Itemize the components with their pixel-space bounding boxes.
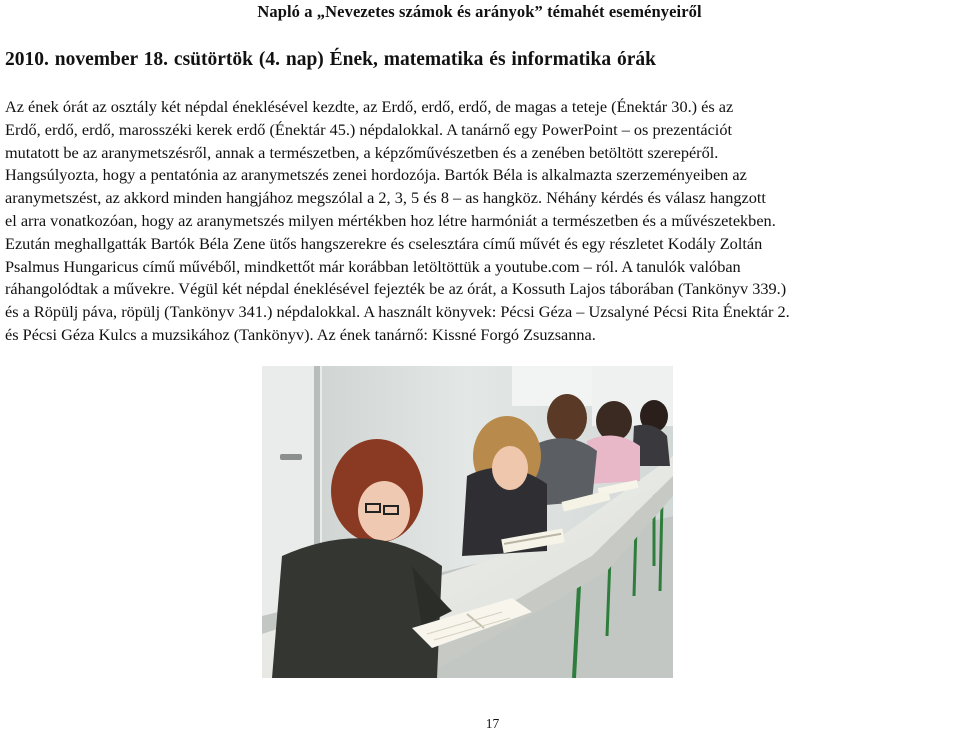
- paragraph-line: ráhangolódtak a művekre. Végül két népdal éneklésével fejezték be az órát, a Kossuth Lajos táborában (Tankönyv 339.): [5, 279, 787, 299]
- paragraph-line: mutatott be az aranymetszésről, annak a természetben, a képzőművészetben és a zenében betöltött szerepéről.: [5, 142, 719, 162]
- date-heading: 2010. november 18. csütörtök (4. nap) Ének, matematika és informatika órák: [5, 49, 656, 70]
- paragraph-line: Erdő, erdő, erdő, marosszéki kerek erdő (Énektár 45.) népdalokkal. A tanárnő egy PowerPoint – os prezentációt: [5, 119, 732, 139]
- paragraph-line: Hangsúlyozta, hogy a pentatónia az aranymetszés zenei hordozója. Bartók Béla is alkalmazta szerzeményeiben az: [5, 165, 747, 185]
- paragraph-line: és Pécsi Géza Kulcs a muzsikához (Tankönyv). Az ének tanárnő: Kissné Forgó Zsuzsanna.: [5, 324, 596, 344]
- page-number: 17: [485, 716, 500, 731]
- body-paragraph: [5, 96, 959, 347]
- paragraph-line: Ezután meghallgatták Bartók Béla Zene ütős hangszerekre és cselesztára című művét és egy részletet Kodály Zoltán: [5, 233, 763, 253]
- classroom-photo: [262, 366, 673, 678]
- paragraph-line: Psalmus Hungaricus című művéből, mindkettőt már korábban letöltöttük a youtube.com – ról. A tanulók valóban: [5, 256, 741, 276]
- paragraph-line: el arra vonatkozóan, hogy az aranymetszés milyen mértékben hoz létre harmóniát a természetben és a művészetekben.: [5, 210, 776, 230]
- paragraph-line: és a Röpülj páva, röpülj (Tankönyv 341.) népdalokkal. A használt könyvek: Pécsi Géza – Uzsalyné Pécsi Rita Énektár 2.: [5, 302, 790, 322]
- paragraph-line: Az ének órát az osztály két népdal éneklésével kezdte, az Erdő, erdő, erdő, de magas a teteje (Énektár 30.) és az: [5, 97, 734, 116]
- document-header: Napló a „Nevezetes számok és arányok” témahét eseményeiről: [257, 2, 702, 21]
- paragraph-line: aranymetszést, az akkord minden hangjához megszólal a 2, 3, 5 és 8 – as hangköz. Néhány kérdés és válasz hangzott: [5, 188, 766, 208]
